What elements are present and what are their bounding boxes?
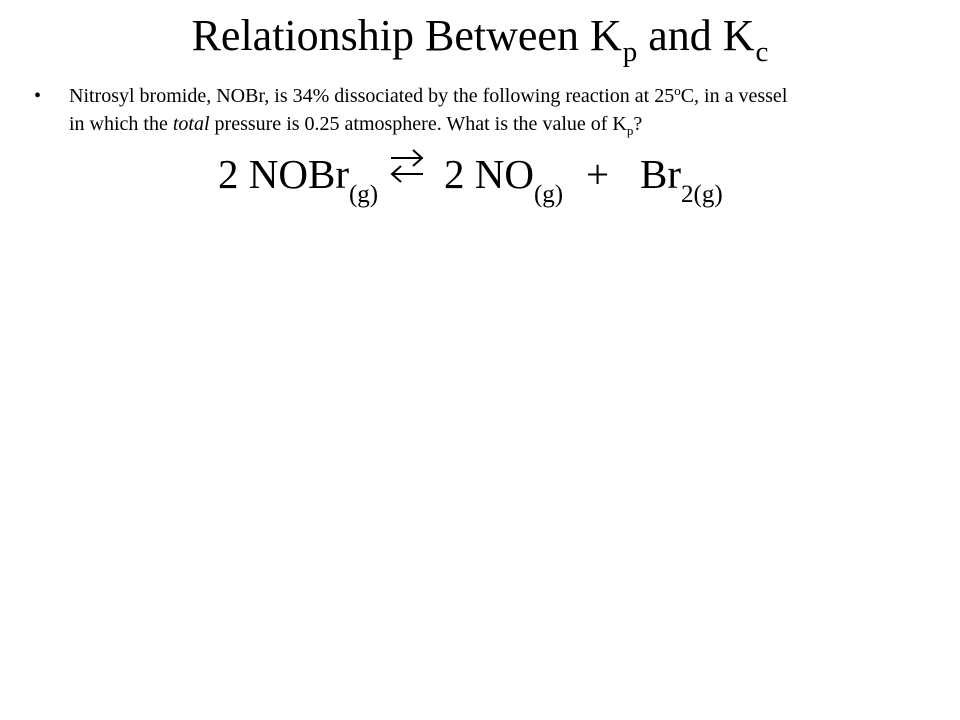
product-no-formula: 2 NO [444, 151, 534, 197]
title-word-and: and [648, 11, 712, 60]
title-word-relationship: Relationship [191, 11, 415, 60]
equilibrium-arrows-icon [387, 144, 427, 190]
title-kc [722, 11, 769, 68]
title-word-between: Between [425, 11, 579, 60]
problem-text [69, 83, 944, 139]
kp-subscript: p [626, 123, 634, 138]
problem-line-1 [69, 83, 944, 111]
problem-line-2 [69, 111, 944, 139]
title-kp-subscript: p [622, 36, 638, 68]
product-br2 [640, 144, 723, 211]
question-mark: ? [633, 113, 643, 135]
title-kc-symbol: K [722, 11, 755, 60]
title-kc-subscript: c [755, 36, 769, 68]
bullet-marker: • [34, 85, 42, 107]
emphasis-total: total [172, 113, 210, 135]
reactant-nobr [218, 144, 378, 211]
reactant-formula: 2 NOBr [218, 151, 349, 197]
reactant-state: (g) [348, 181, 379, 208]
plus-sign: + [586, 151, 610, 197]
degree-symbol: o [674, 83, 681, 98]
product-br2-formula: Br [640, 151, 681, 197]
reaction-equation [0, 142, 960, 212]
problem-line-2-middle: pressure is 0.25 atmosphere. What is the value of K [209, 113, 627, 135]
slide-title [0, 6, 960, 71]
product-no-state: (g) [533, 181, 564, 208]
product-br2-state: 2(g) [681, 181, 723, 208]
product-no [444, 144, 563, 211]
problem-bullet [34, 83, 944, 139]
title-kp [589, 11, 638, 68]
title-kp-symbol: K [589, 11, 622, 60]
problem-line-1-start: Nitrosyl bromide, NOBr, is 34% dissociated by the following reaction at 25 [69, 85, 675, 107]
problem-line-1-end: C, in a vessel [680, 85, 788, 107]
problem-line-2-start: in which the [69, 113, 173, 135]
